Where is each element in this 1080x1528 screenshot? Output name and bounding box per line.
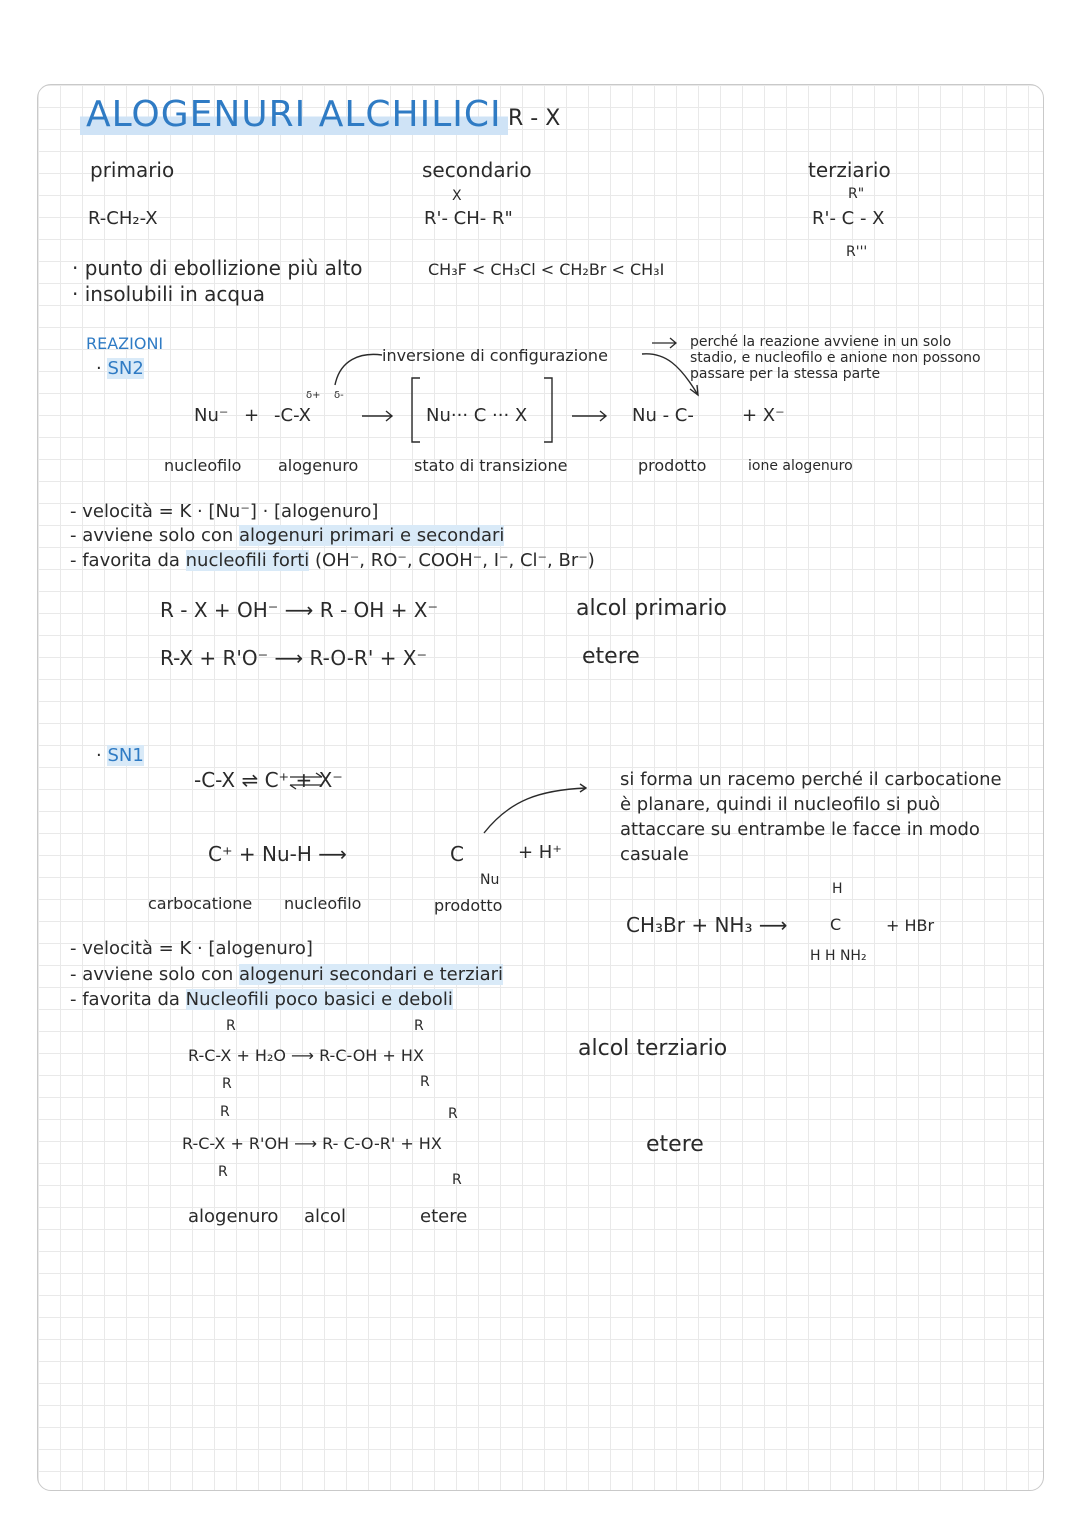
sn2-substrate: -C-X	[274, 405, 311, 426]
eq2-r-bottom2: R	[452, 1172, 462, 1188]
eq2-r-bottom: R	[218, 1164, 228, 1180]
bottom-label-alogenuro: alogenuro	[188, 1206, 279, 1227]
sn1-rule-nucleophiles: - favorita da Nucleofili poco basici e deboli	[70, 989, 453, 1010]
sn1-example-h: H	[832, 881, 843, 897]
sn2-rule-nucleophiles: - favorita da nucleofili forti (OH⁻, RO⁻, COOH⁻, I⁻, Cl⁻, Br⁻)	[70, 550, 595, 571]
sn1-step2-left: C⁺ + Nu-H ⟶	[208, 842, 347, 866]
racemo-note-2: è planare, quindi il nucleofilo si può	[620, 794, 941, 815]
property-item: · punto di ebollizione più alto	[72, 256, 363, 280]
label-alogenuro: alogenuro	[278, 456, 359, 475]
sn1-step2-nu: Nu	[480, 872, 500, 888]
secondary-sub: X	[452, 188, 462, 204]
label-carbocatione: carbocatione	[148, 894, 253, 913]
bottom-label-etere: etere	[420, 1206, 468, 1227]
sn1-eq1-name: alcol terziario	[578, 1036, 728, 1061]
sn1-example-eq: CH₃Br + NH₃ ⟶	[626, 913, 788, 937]
sn1-step2-product: C	[450, 842, 464, 866]
general-formula: R - X	[508, 106, 561, 131]
sn1-step1: -C-X ⇌ C⁺ + X⁻	[194, 768, 343, 792]
sn1-example-c: C	[830, 915, 842, 934]
sn1-heading: · SN1	[96, 745, 144, 766]
sn1-example-sub: H H NH₂	[810, 948, 867, 964]
sn2-example-eq: R-X + R'O⁻ ⟶ R-O-R' + X⁻	[160, 646, 428, 670]
label-transition: stato di transizione	[414, 456, 568, 475]
racemo-note-3: attaccare su entrambe le facce in modo	[620, 819, 980, 840]
inversion-note: inversione di configurazione	[382, 346, 608, 365]
sn1-eq1: R-C-X + H₂O ⟶ R-C-OH + HX	[188, 1046, 424, 1065]
sn2-example-name: etere	[582, 644, 640, 669]
sn1-eq2-name: etere	[646, 1132, 704, 1157]
tertiary-top: R"	[848, 186, 865, 202]
why-note-3: passare per la stessa parte	[690, 366, 881, 382]
sn2-nucleophile: Nu⁻	[194, 405, 229, 426]
property-item: · insolubili in acqua	[72, 282, 266, 306]
label-prodotto: prodotto	[638, 456, 707, 475]
tertiary-formula: R'- C - X	[812, 208, 885, 229]
sn1-rule-rate: - velocità = K · [alogenuro]	[70, 938, 313, 959]
primary-label: primario	[90, 158, 175, 182]
tertiary-label: terziario	[808, 158, 891, 182]
sn2-plus: +	[244, 405, 260, 426]
eq1-r-top2: R	[414, 1018, 424, 1034]
sn1-eq2: R-C-X + R'OH ⟶ R- C-O-R' + HX	[182, 1134, 442, 1153]
delta-plus: δ+	[306, 390, 321, 401]
sn1-step2-h: + H⁺	[518, 842, 562, 863]
primary-formula: R-CH₂-X	[88, 208, 158, 229]
sn2-ion: + X⁻	[742, 405, 785, 426]
why-note-1: perché la reazione avviene in un solo	[690, 334, 952, 350]
sn2-transition-state: Nu··· C ··· X	[426, 405, 528, 426]
sn2-example-eq: R - X + OH⁻ ⟶ R - OH + X⁻	[160, 598, 439, 622]
label-ione: ione alogenuro	[748, 458, 853, 474]
bottom-label-alcol: alcol	[304, 1206, 346, 1227]
sn1-rule-substrates: - avviene solo con alogenuri secondari e terziari	[70, 964, 504, 985]
delta-minus: δ-	[334, 390, 344, 401]
boiling-order: CH₃F < CH₃Cl < CH₂Br < CH₃I	[428, 260, 665, 279]
secondary-formula: R'- CH- R"	[424, 208, 513, 229]
racemo-note-4: casuale	[620, 844, 689, 865]
eq2-r-top2: R	[448, 1106, 458, 1122]
sn2-heading: · SN2	[96, 358, 144, 379]
label-nucleofilo-sn1: nucleofilo	[284, 894, 362, 913]
sn2-product: Nu - C-	[632, 405, 694, 426]
secondary-label: secondario	[422, 158, 532, 182]
label-nucleofilo: nucleofilo	[164, 456, 242, 475]
page-title: ALOGENURI ALCHILICI	[80, 94, 508, 135]
sn2-rule-rate: - velocità = K · [Nu⁻] · [alogenuro]	[70, 501, 379, 522]
sn2-example-name: alcol primario	[576, 596, 727, 621]
sn2-rule-substrates: - avviene solo con alogenuri primari e secondari	[70, 525, 505, 546]
tertiary-bottom: R'''	[846, 244, 868, 260]
racemo-note-1: si forma un racemo perché il carbocatione	[620, 769, 1002, 790]
reactions-heading: REAZIONI	[86, 334, 164, 353]
eq2-r-top: R	[220, 1104, 230, 1120]
eq1-r-top: R	[226, 1018, 236, 1034]
label-prodotto-sn1: prodotto	[434, 896, 503, 915]
sn1-example-hbr: + HBr	[886, 916, 935, 935]
eq1-r-bottom: R	[222, 1076, 232, 1092]
eq1-r-bottom2: R	[420, 1074, 430, 1090]
why-note-2: stadio, e nucleofilo e anione non possono	[690, 350, 981, 366]
